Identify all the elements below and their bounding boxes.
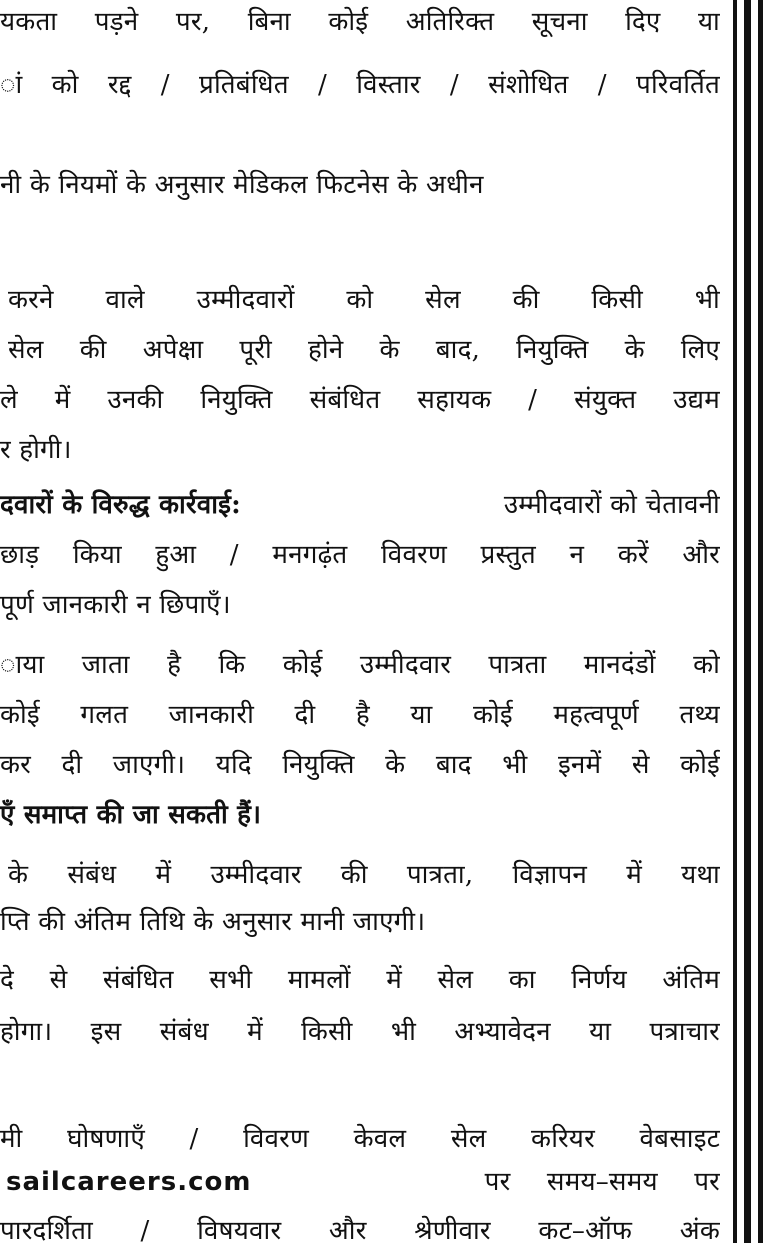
text-line: पारदर्शिता / विषयवार और श्रेणीवार कट–ऑफ अंक [0,1216,720,1243]
border-rule [733,0,737,1243]
text-line: होगा। इस संबंध में किसी भी अभ्यावेदन या पत्राचार [0,1017,720,1047]
text-line: के संबंध में उम्मीदवार की पात्रता, विज्ञापन में यथा [8,860,720,890]
text-line: र होगी। [0,435,72,465]
text-line [0,488,720,522]
text-line: मी घोषणाएँ / विवरण केवल सेल करियर वेबसाइट [0,1124,720,1154]
section-heading: दवारों के विरुद्ध कार्रवाई: [0,490,241,520]
text-line: यकता पड़ने पर, बिना कोई अतिरिक्त सूचना दिए या [0,7,720,37]
text-line: ां को रद्द / प्रतिबंधित / विस्तार / संशोधित / परिवर्तित [0,70,720,100]
text-line: प्ति की अंतिम तिथि के अनुसार मानी जाएगी। [0,907,426,937]
text-line: ले में उनकी नियुक्ति संबंधित सहायक / संयुक्त उद्यम [0,385,720,415]
text-line: छाड़ किया हुआ / मनगढ़ंत विवरण प्रस्तुत न करें और [0,540,720,570]
border-rule [758,0,763,1243]
text-line: सेल की अपेक्षा पूरी होने के बाद, नियुक्ति के लिए [8,335,720,365]
website-url: sailcareers.com [6,1167,252,1197]
text-line: नी के नियमों के अनुसार मेडिकल फिटनेस के अधीन [0,170,484,200]
text-line: ाया जाता है कि कोई उम्मीदवार पात्रता मानदंडों को [0,650,720,680]
text-line: एँ समाप्त की जा सकती हैं। [0,800,262,830]
border-rule [744,0,751,1243]
text-line [0,1165,720,1199]
text-line: करने वाले उम्मीदवारों को सेल की किसी भी [8,285,720,315]
text-line: कोई गलत जानकारी दी है या कोई महत्वपूर्ण तथ्य [0,700,720,730]
text-line: दे से संबंधित सभी मामलों में सेल का निर्णय अंतिम [0,965,720,995]
text-span: उम्मीदवारों को चेतावनी [503,490,720,520]
text-line: कर दी जाएगी। यदि नियुक्ति के बाद भी इनमें से कोई [0,750,720,780]
text-line: पूर्ण जानकारी न छिपाएँ। [0,590,231,620]
text-span: पर समय–समय पर [484,1167,720,1197]
